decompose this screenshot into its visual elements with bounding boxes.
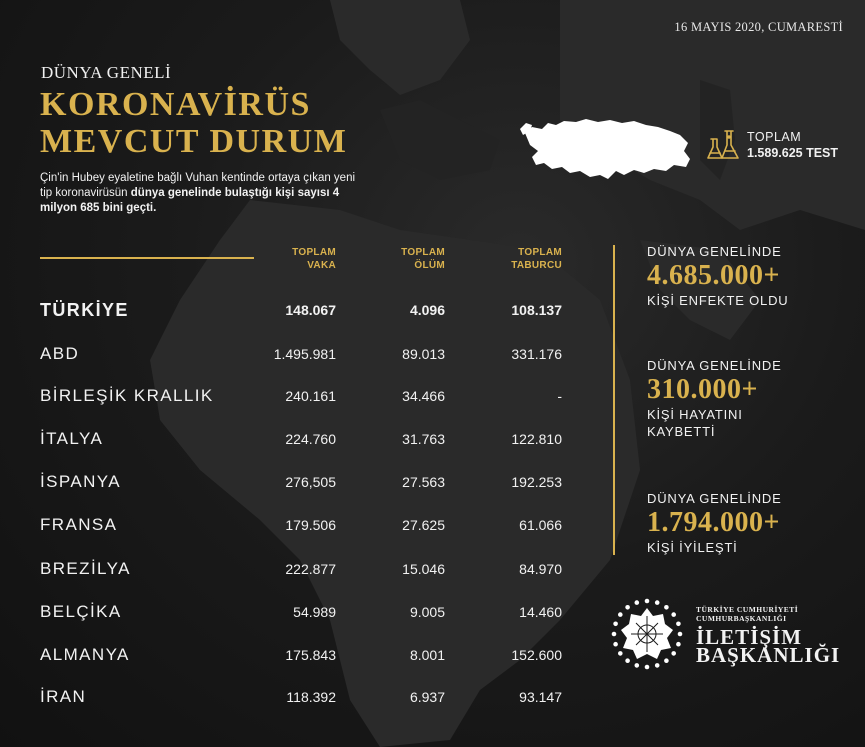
deaths-value: 15.046: [402, 561, 445, 577]
stat-value: 310.000+: [647, 374, 758, 405]
country-name: BİRLEŞİK KRALLIK: [40, 386, 214, 405]
logo-text-line1: TÜRKİYE CUMHURİYETİ: [696, 605, 799, 614]
recovered-value: 84.970: [519, 561, 562, 577]
page-subtitle: DÜNYA GENELİ: [41, 63, 172, 82]
deaths-value: 34.466: [402, 388, 445, 404]
column-header-cases: [246, 246, 336, 272]
iletisim-emblem-icon: [609, 596, 685, 672]
country-name: BELÇİKA: [40, 602, 122, 621]
cases-value: 179.506: [285, 517, 336, 533]
stat-recovered: [647, 491, 857, 556]
cases-value: 54.989: [293, 604, 336, 620]
stat-description-line2: KAYBETTİ: [647, 424, 716, 439]
total-test-value: 1.589.625 TEST: [747, 146, 839, 160]
table-row: [40, 602, 570, 626]
report-date: 16 MAYIS 2020, CUMARESTİ: [674, 20, 843, 34]
intro-text: Çin'in Hubey eyaletine bağlı Vuhan kentinde ortaya çıkan yeni tip koronavirüsün: [40, 172, 356, 199]
logo-text-line3: İLETİŞİM: [696, 625, 803, 649]
table-row: [40, 515, 570, 539]
logo-text-line4: BAŞKANLIĞI: [696, 643, 841, 667]
deaths-value: 9.005: [409, 604, 445, 620]
column-header-deaths-line1: TOPLAM: [401, 247, 445, 258]
table-row-turkey: [40, 300, 570, 324]
country-name: İTALYA: [40, 429, 104, 448]
table-row: [40, 645, 570, 669]
column-header-recovered: [472, 246, 562, 272]
stat-label: DÜNYA GENELİNDE: [647, 244, 782, 259]
recovered-value: 108.137: [511, 302, 562, 318]
column-header-deaths: [355, 246, 445, 272]
table-row: [40, 386, 570, 410]
deaths-value: 6.937: [409, 689, 445, 705]
lab-flask-icon: [705, 127, 741, 163]
country-name: ALMANYA: [40, 645, 130, 664]
deaths-value: 27.563: [402, 474, 445, 490]
country-name: ABD: [40, 344, 80, 363]
table-row: [40, 472, 570, 496]
stat-deaths: [647, 358, 857, 440]
deaths-value: 89.013: [402, 346, 445, 362]
column-header-recovered-line2: TABURCU: [511, 260, 562, 271]
cases-value: 1.495.981: [273, 346, 336, 362]
stats-divider: [613, 245, 615, 555]
page-title: [40, 86, 347, 160]
stat-description: KİŞİ HAYATINI: [647, 407, 743, 422]
recovered-value: 122.810: [511, 431, 562, 447]
cases-value: 276,505: [285, 474, 336, 490]
stat-value: 4.685.000+: [647, 260, 780, 291]
recovered-value: 61.066: [519, 517, 562, 533]
column-header-cases-line1: TOPLAM: [292, 247, 336, 258]
table-header-divider: [40, 257, 254, 259]
cases-value: 222.877: [285, 561, 336, 577]
stat-infected: [647, 244, 857, 309]
column-header-cases-line2: VAKA: [307, 260, 336, 271]
stat-value: 1.794.000+: [647, 507, 780, 538]
intro-bold-text: dünya genelinde bulaştığı kişi sayısı 4 milyon 685 bini geçti.: [40, 187, 340, 214]
table-row: [40, 687, 570, 711]
total-test-label: TOPLAM: [747, 130, 802, 144]
title-line-1: KORONAVİRÜS: [40, 86, 311, 123]
deaths-value: 27.625: [402, 517, 445, 533]
table-row: [40, 559, 570, 583]
intro-paragraph: [40, 171, 360, 216]
table-row: [40, 344, 570, 368]
recovered-value: 192.253: [511, 474, 562, 490]
deaths-value: 4.096: [409, 302, 445, 318]
stat-label: DÜNYA GENELİNDE: [647, 491, 782, 506]
column-header-recovered-line1: TOPLAM: [518, 247, 562, 258]
deaths-value: 31.763: [402, 431, 445, 447]
turkey-map-silhouette: [520, 113, 695, 185]
cases-value: 175.843: [285, 647, 336, 663]
table-row: [40, 429, 570, 453]
cases-value: 240.161: [285, 388, 336, 404]
recovered-value: 14.460: [519, 604, 562, 620]
country-name: TÜRKİYE: [40, 300, 129, 320]
cases-value: 118.392: [286, 689, 336, 705]
logo-text-line2: CUMHURBAŞKANLIĞI: [696, 614, 787, 623]
country-name: FRANSA: [40, 515, 118, 534]
country-name: İRAN: [40, 687, 87, 706]
recovered-value: 331.176: [511, 346, 562, 362]
country-name: BREZİLYA: [40, 559, 131, 578]
cases-value: 224.760: [285, 431, 336, 447]
title-line-2: MEVCUT DURUM: [40, 123, 348, 160]
column-header-deaths-line2: ÖLÜM: [414, 260, 445, 271]
stat-label: DÜNYA GENELİNDE: [647, 358, 782, 373]
stat-description: KİŞİ ENFEKTE OLDU: [647, 293, 789, 308]
deaths-value: 8.001: [409, 647, 445, 663]
cases-value: 148.067: [285, 302, 336, 318]
recovered-value: -: [557, 388, 562, 404]
country-name: İSPANYA: [40, 472, 121, 491]
recovered-value: 152.600: [511, 647, 562, 663]
stat-description: KİŞİ İYİLEŞTİ: [647, 540, 738, 555]
recovered-value: 93.147: [519, 689, 562, 705]
